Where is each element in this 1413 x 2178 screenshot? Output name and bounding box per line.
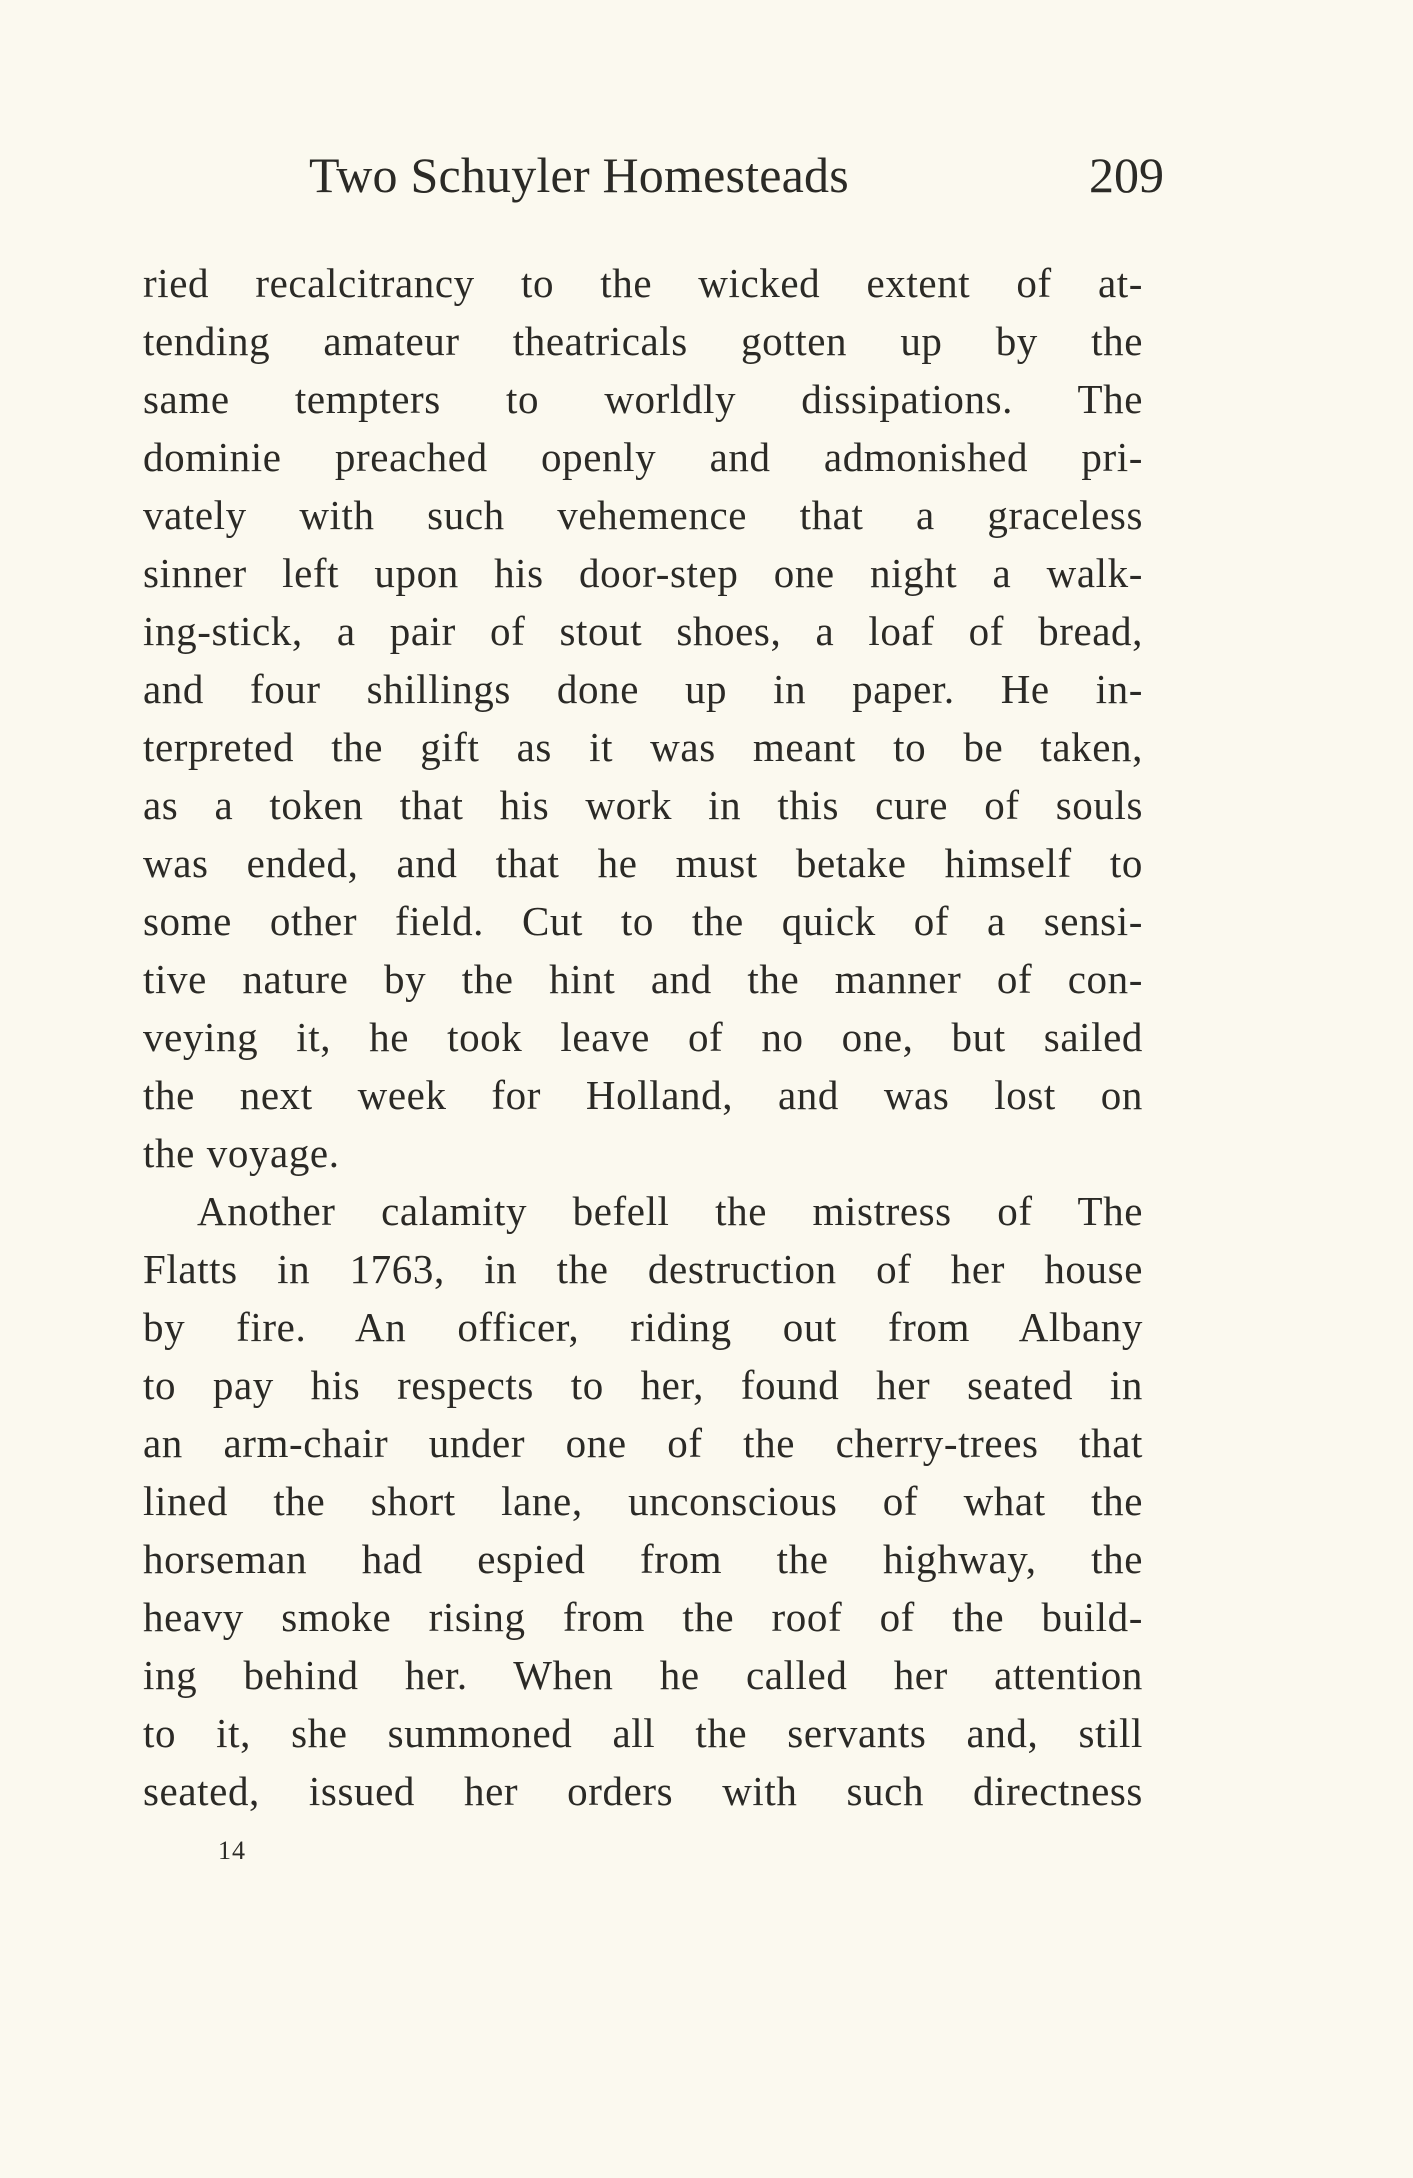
text-line: to pay his respects to her, found her seated in <box>143 1362 1143 1408</box>
text-line: was ended, and that he must betake himself to <box>143 840 1143 886</box>
text-line: dominie preached openly and admonished pri- <box>143 434 1143 480</box>
text-line: ing behind her. When he called her attention <box>143 1652 1143 1698</box>
signature-mark: 14 <box>218 1836 246 1865</box>
text-line: the voyage. <box>143 1130 340 1176</box>
paragraph <box>143 254 1143 1182</box>
text-line: as a token that his work in this cure of souls <box>143 782 1143 828</box>
text-line: seated, issued her orders with such directness <box>143 1768 1143 1814</box>
text-line: the next week for Holland, and was lost on <box>143 1072 1143 1118</box>
text-line: veying it, he took leave of no one, but sailed <box>143 1014 1143 1060</box>
text-line: Another calamity befell the mistress of The <box>197 1188 1143 1234</box>
text-line: terpreted the gift as it was meant to be taken, <box>143 724 1143 770</box>
text-line: to it, she summoned all the servants and, still <box>143 1710 1143 1756</box>
text-line: tending amateur theatricals gotten up by the <box>143 318 1143 364</box>
text-line: and four shillings done up in paper. He in- <box>143 666 1143 712</box>
text-line: some other field. Cut to the quick of a sensi- <box>143 898 1143 944</box>
text-line: lined the short lane, unconscious of what the <box>143 1478 1143 1524</box>
text-line: horseman had espied from the highway, the <box>143 1536 1143 1582</box>
text-line: by fire. An officer, riding out from Albany <box>143 1304 1143 1350</box>
text-line: sinner left upon his door-step one night a walk- <box>143 550 1143 596</box>
text-line: Flatts in 1763, in the destruction of her house <box>143 1246 1143 1292</box>
text-line: ried recalcitrancy to the wicked extent of at- <box>143 260 1143 306</box>
page-number: 209 <box>1089 147 1164 203</box>
text-line: vately with such vehemence that a graceless <box>143 492 1143 538</box>
text-line: same tempters to worldly dissipations. The <box>143 376 1143 422</box>
paragraph <box>143 1182 1143 1820</box>
running-head <box>309 145 1164 205</box>
running-title: Two Schuyler Homesteads <box>309 147 849 203</box>
text-line: heavy smoke rising from the roof of the build- <box>143 1594 1143 1640</box>
text-line: ing-stick, a pair of stout shoes, a loaf of bread, <box>143 608 1143 654</box>
text-line: an arm-chair under one of the cherry-trees that <box>143 1420 1143 1466</box>
text-line: tive nature by the hint and the manner of con- <box>143 956 1143 1002</box>
body-text <box>143 254 1143 1820</box>
